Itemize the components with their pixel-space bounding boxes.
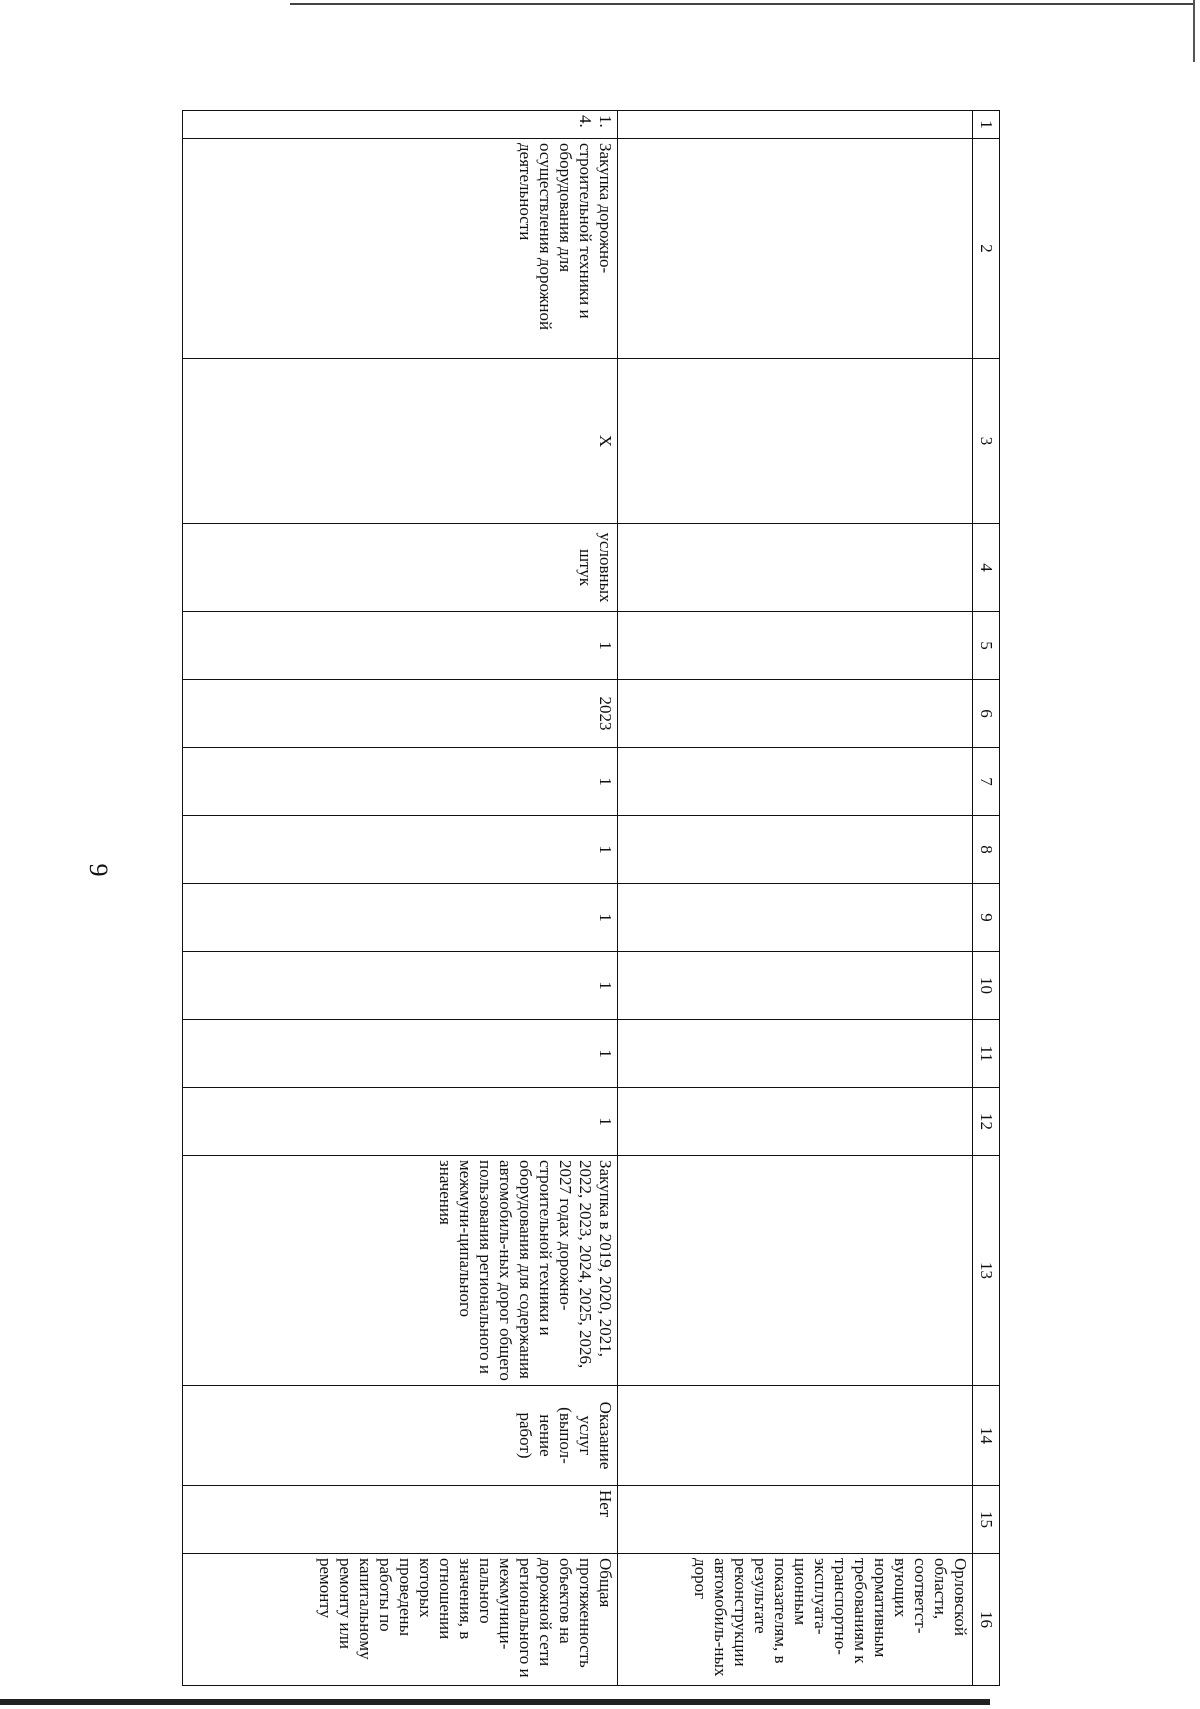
header-cell: 10 — [973, 952, 1000, 1020]
table-cell — [618, 748, 973, 816]
table-cell — [618, 884, 973, 952]
scan-artifact-right-edge — [1193, 0, 1195, 62]
table-cell — [618, 952, 973, 1020]
table-cell — [618, 1156, 973, 1386]
table-cell — [618, 612, 973, 680]
header-cell: 13 — [973, 1156, 1000, 1386]
table-cell — [618, 359, 973, 524]
header-row — [973, 111, 1000, 1686]
header-cell: 11 — [973, 1020, 1000, 1088]
table-cell-type: Оказание услуг (выпол-нение работ) — [183, 1386, 618, 1486]
header-cell: 15 — [973, 1486, 1000, 1554]
header-cell: 14 — [973, 1386, 1000, 1486]
table-cell: 1 — [183, 952, 618, 1020]
header-cell: 8 — [973, 816, 1000, 884]
table-cell: 1 — [183, 1088, 618, 1156]
header-cell: 6 — [973, 680, 1000, 748]
table-cell: 1 — [183, 816, 618, 884]
header-cell: 16 — [973, 1554, 1000, 1686]
program-table — [182, 110, 1000, 1686]
rotated-table-frame — [182, 110, 1000, 1678]
header-cell: 1 — [973, 111, 1000, 139]
scan-artifact-bottom-line — [0, 1699, 990, 1705]
table-cell: 1 — [183, 1020, 618, 1088]
header-cell: 4 — [973, 524, 1000, 612]
table-wrapper — [182, 110, 1000, 1678]
table-cell — [618, 680, 973, 748]
header-cell: 9 — [973, 884, 1000, 952]
table-cell-indicator: Общая протяженность объектов на дорожной сети регионального и межмуници-пального значения, в отношении которых проведены работы по капитальному ремонту или ремонту — [183, 1554, 618, 1686]
header-cell: 7 — [973, 748, 1000, 816]
table-cell: 1 — [183, 612, 618, 680]
table-cell — [618, 1020, 973, 1088]
page-number: 9 — [84, 863, 113, 877]
table-cell — [618, 139, 973, 359]
table-cell — [618, 524, 973, 612]
table-cell: 1 — [183, 748, 618, 816]
table-cell — [618, 816, 973, 884]
table-cell-year: 2023 — [183, 680, 618, 748]
table-cell: X — [183, 359, 618, 524]
table-cell-description: Закупка в 2019, 2020, 2021, 2022, 2023, 2024, 2025, 2026, 2027 годах дорожно-строительной техники и оборудования для содержания автомобиль-ных дорог общего пользования регионального и межмуни-ципального значения — [183, 1156, 618, 1386]
header-cell: 5 — [973, 612, 1000, 680]
header-cell: 2 — [973, 139, 1000, 359]
table-cell — [618, 111, 973, 139]
table-cell — [618, 1088, 973, 1156]
table-row — [183, 111, 618, 1686]
table-cell: 1 — [183, 884, 618, 952]
table-cell — [618, 1486, 973, 1554]
table-cell — [618, 1386, 973, 1486]
scan-artifact-top-line — [290, 3, 1194, 5]
table-cell-unit: условных штук — [183, 524, 618, 612]
table-cell-number: 1.4. — [183, 111, 618, 139]
header-cell: 3 — [973, 359, 1000, 524]
table-cell-name: Закупка дорожно-строительной техники и оборудования для осуществления дорожной деятельности — [183, 139, 618, 359]
table-cell: Нет — [183, 1486, 618, 1554]
table-cell-indicator: Орловской области, соответст-вующих нормативным требованиям к транспортно-эксплуата-ционным показателям, в результате реконструкции автомобиль-ных дорог — [618, 1554, 973, 1686]
header-cell: 12 — [973, 1088, 1000, 1156]
table-row — [618, 111, 973, 1686]
